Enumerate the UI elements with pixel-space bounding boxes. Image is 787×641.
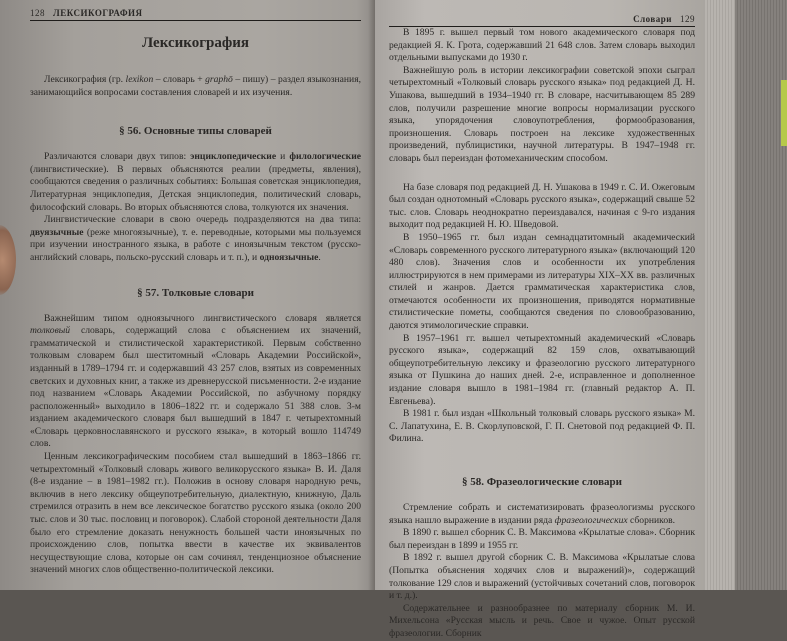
section-58-paragraph-3: В 1892 г. вышел другой сборник С. В. Максимова «Крылатые слова (Попытка объяснения ходячих слов и выражений)», содержащий толкование 129 слов и выражений (устойчивых сочетаний слов, поговорок и т. д.). [389, 552, 695, 602]
running-head-title: ЛЕКСИКОГРАФИЯ [53, 8, 143, 18]
section-58-title: § 58. Фразеологические словари [461, 476, 623, 488]
section-56-paragraph-1: Различаются словари двух типов: энциклопедические и филологические (лингвистические). В первых объясняются реалии (предметы, явления), сообщаются сведения о различных событиях: Большая советская энциклопедия, Литературная энциклопедия, Детская энциклопедия, политический словарь, философский словарь. Во вторых объясняются слова, толкуются их значения. [30, 151, 361, 213]
chapter-title: Лексикография [141, 35, 250, 51]
paragraph-school-dictionary: В 1981 г. был издан «Школьный толковый словарь русского языка» М. С. Лапатухина, Е. В. Скорлуповской, Г. П. Снетовой под редакцией Ф. П. Филина. [389, 408, 695, 445]
page-number: 128 [30, 8, 45, 18]
left-page [0, 0, 375, 590]
paragraph-17-volume: В 1950–1965 гг. был издан семнадцатитомный академический «Словарь современного русского литературного языка» (включающий 120 480 слов). Значения слов и особенности их употребления иллюстрируются в нем примерами из литературы XIX–XX вв. различных стилей и жанров. Дается грамматическая характеристика слов, отмечаются особенности их произношения, приводятся нормативные стилистические пометы, сообщаются сведения по словообразованию, даются этимологические справки. [389, 231, 695, 332]
paragraph-ozhegov: На базе словаря под редакцией Д. Н. Ушакова в 1949 г. С. И. Ожеговым был создан однотомный «Словарь русского языка», содержащий свыше 52 тыс. слов. Словарь неоднократно переиздавался, начиная с 9-го издания выходит под редакцией Н. Ю. Шведовой. [389, 181, 696, 231]
section-56-title: § 56. Основные типы словарей [119, 125, 272, 138]
running-head-title: Словари [633, 14, 672, 24]
running-head-left [30, 8, 361, 21]
paragraph-grot: В 1895 г. вышел первый том нового академического словаря под редакцией Я. К. Грота, содержавший 21 648 слов. Затем словарь выходил отдельными выпусками до 1930 г. [389, 27, 695, 64]
intro-paragraph: Лексикография (гр. lexikon – словарь + graphō – пишу) – раздел языкознания, занимающийся вопросами составления словарей и их изучения. [30, 74, 362, 98]
page-number: 129 [680, 14, 695, 24]
bookmark-tab [781, 80, 787, 146]
section-58-paragraph-1: Стремление собрать и систематизировать фразеологизмы русского языка нашло выражение в издании ряда фразеологических сборников. [389, 502, 695, 526]
paragraph-ushakov: Важнейшую роль в истории лексикографии советской эпохи сыграл четырехтомный «Толковый словарь русского языка» под редакцией Д. Н. Ушакова, вышедший в 1934–1940 гг. В словаре, насчитывающем 85 289 слов, получили разрешение многие вопросы нормализации русского языка, упорядочения словоупотребления, формообразования, произношения. Словарь построен на лексике художественных произведений, публицистики, научной литературы. В 1947–1948 гг. словарь был переиздан фотомеханическим способом. [389, 64, 695, 164]
section-57-paragraph-2: Ценным лексикографическим пособием стал вышедший в 1863–1866 гг. четырехтомный «Толковый словарь живого великорусского языка» В. И. Даля (8-е издание – в 1981–1982 гг.). Положив в основу словаря народную речь, включив в него лексику общеупотребительную, диалектную, книжную, Даль стремился отразить в нем все лексическое богатство русского языка (около 200 тыс. слов и 30 тыс. пословиц и поговорок). Слабой стороной деятельности Даля было его стремление доказать ненужность большей части иноязычных по происхождению слов, попытка ввести в качестве их эквивалентов несуществующие слова, которые он сам сочинял, тенденциозное объяснение значений многих слов общественно-политической лексики. [30, 451, 361, 576]
page-edges-shadow [735, 0, 787, 590]
section-58-paragraph-4: Содержательнее и разнообразнее по материалу сборник М. И. Михельсона «Русская мысль и речь. Свое и чужое. Опыт русской фразеологии. Сборник [389, 602, 695, 639]
right-page [375, 0, 705, 639]
section-57-title: § 57. Толковые словари [137, 286, 254, 299]
section-57-paragraph-1: Важнейшим типом одноязычного лингвистического словаря является толковый словарь, содержащий слова с объяснением их значений, грамматической и стилистической характеристикой. Первым собственно толковым словарем был шеститомный «Словарь Академии Российской», изданный в 1789–1794 гг. и содержавший 43 257 слов, взятых из современных светских и духовных книг, а также из древнерусской письменности. 2-е издание под названием «Словарь Академии Российской, по азбучному порядку расположенный» выходило в 1806–1822 гг. и содержало 51 388 слов. 3-м изданием академического словаря был вышедший в 1847 г. четырехтомный «Словарь церковнославянского и русского языка», в который вошло 114749 слов. [30, 312, 361, 450]
paragraph-4-volume: В 1957–1961 гг. вышел четырехтомный академический «Словарь русского языка», содержащий 82 159 слов, охватывающий общеупотребительную лексику и фразеологию русского литературного языка от Пушкина до наших дней. 2-е, исправленное и дополненное издание словаря вышло в 1981–1984 гг. (главный редактор А. П. Евгеньева). [389, 332, 695, 407]
section-56-paragraph-2: Лингвистические словари в свою очередь подразделяются на два типа: двуязычные (реже многоязычные), т. е. переводные, которыми мы пользуемся при изучении иностранного языка, в работе с иноязычным текстом (русско-английский словарь, польско-русский словарь и т. п.), и одноязычные. [30, 214, 361, 263]
running-head-right [389, 14, 695, 27]
section-58-paragraph-2: В 1890 г. вышел сборник С. В. Максимова «Крылатые слова». Сборник был переиздан в 1899 и 1955 гг. [389, 527, 695, 551]
